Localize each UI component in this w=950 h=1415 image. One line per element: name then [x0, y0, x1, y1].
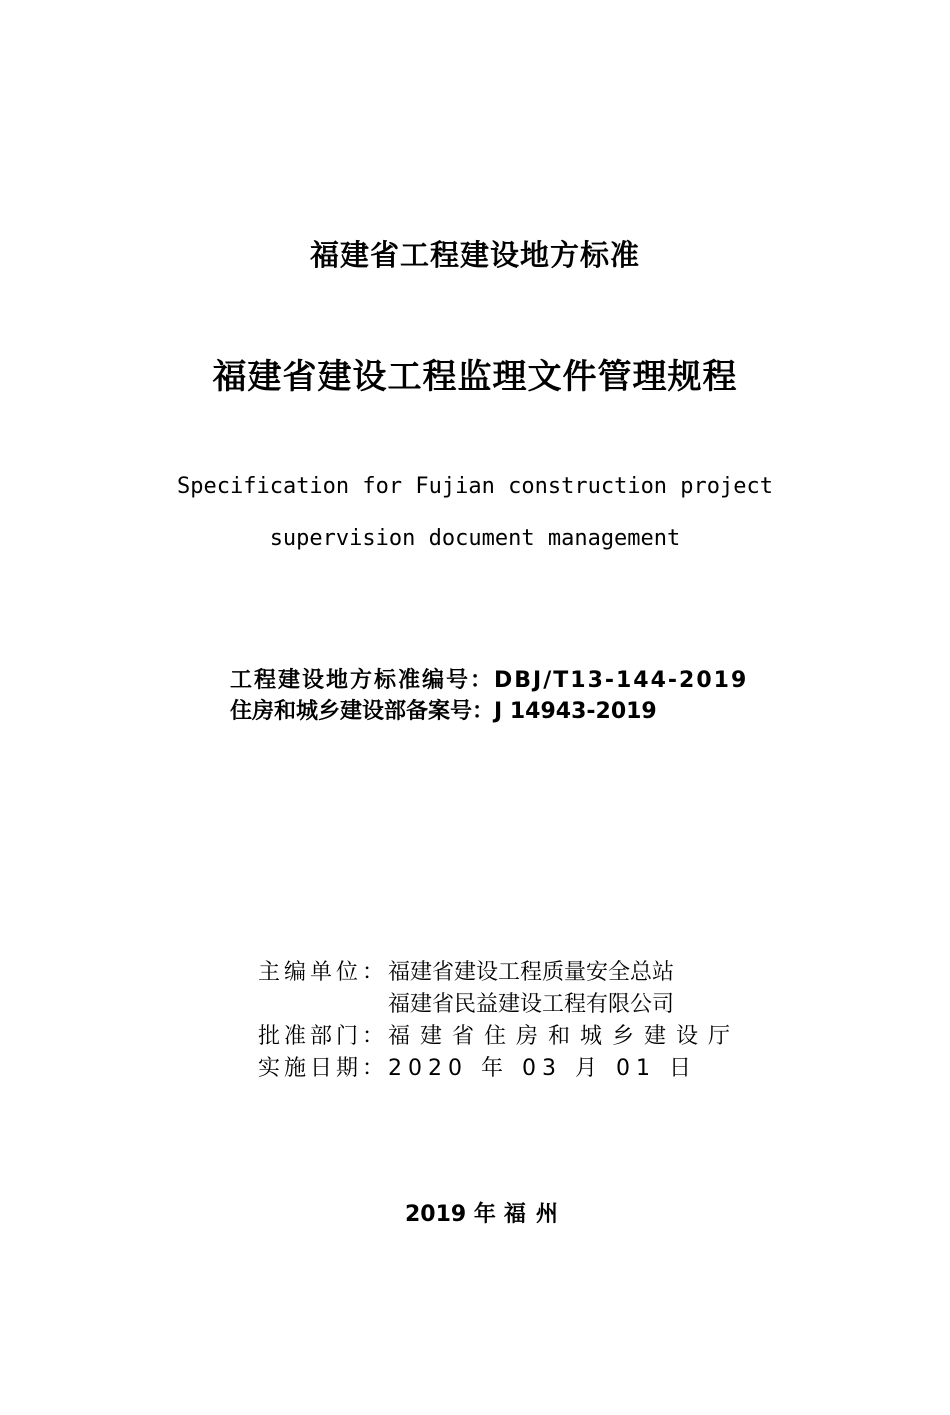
effective-date-row	[258, 1058, 697, 1080]
chief-editor-label: 主编单位：	[258, 960, 389, 985]
approver-value: 福建省住房和城乡建设厅	[388, 1024, 741, 1049]
effective-date-value: 2020 年 03 月 01 日	[388, 1056, 697, 1081]
approver-row	[258, 1026, 740, 1048]
chief-editor-2: 福建省民益建设工程有限公司	[388, 992, 675, 1017]
publication-year: 2019 年	[405, 1202, 496, 1227]
publication-place-year	[405, 1204, 568, 1226]
record-code: 住房和城乡建设部备案号：J 14943-2019	[230, 699, 657, 724]
english-title-line-2: supervision document management	[269, 526, 681, 551]
effective-date-label: 实施日期：	[258, 1056, 389, 1081]
approver-label: 批准部门：	[258, 1024, 389, 1049]
chief-editor-1: 福建省建设工程质量安全总站	[388, 960, 675, 985]
chief-editor-row-2	[388, 994, 674, 1016]
standard-code: 工程建设地方标准编号：DBJ/T13-144-2019	[230, 668, 749, 693]
english-title-line-1: Specification for Fujian construction project	[176, 474, 774, 499]
publication-city: 福州	[503, 1202, 568, 1227]
standard-series-heading: 福建省工程建设地方标准	[309, 238, 640, 272]
document-title: 福建省建设工程监理文件管理规程	[212, 357, 738, 397]
chief-editor-row	[258, 962, 674, 984]
